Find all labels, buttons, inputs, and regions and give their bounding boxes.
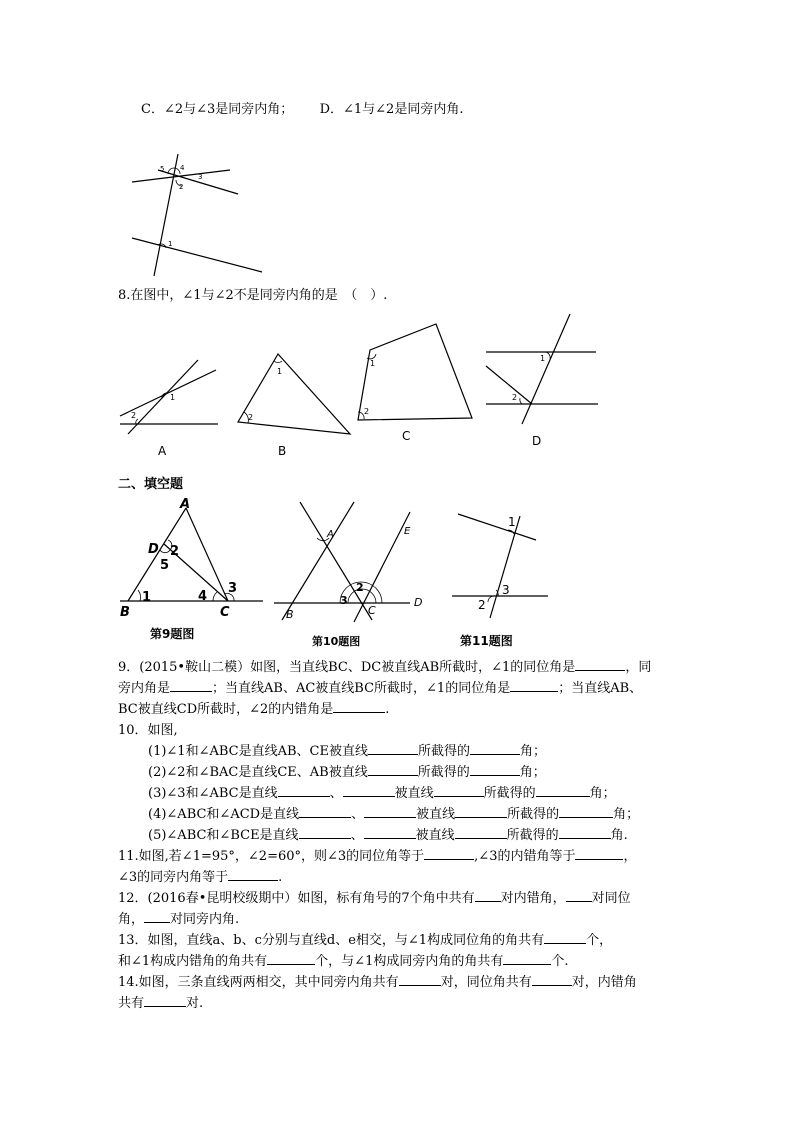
- q9-text: 旁内角是: [118, 681, 171, 696]
- q13-text: 个，: [586, 933, 613, 948]
- q12-blank[interactable]: [566, 889, 592, 902]
- q14-blank[interactable]: [532, 973, 572, 986]
- fig9-label-3: 3: [228, 581, 238, 596]
- fig11-caption: 第11题图: [460, 634, 513, 648]
- q9-blank-3[interactable]: [510, 679, 558, 692]
- figure-8c: [356, 322, 476, 426]
- q10-blank[interactable]: [368, 763, 418, 776]
- q10-blank[interactable]: [364, 805, 416, 818]
- q9-text: ，同: [625, 660, 652, 675]
- fig9-label-5: 5: [160, 558, 170, 573]
- fig9-label-4: 4: [198, 589, 208, 604]
- q10-text: 角.: [610, 828, 628, 843]
- q10-blank[interactable]: [434, 784, 484, 797]
- q10-item-4: [148, 804, 639, 825]
- figure-8d: [484, 312, 602, 424]
- q14-text: 对，同位角共有: [440, 975, 532, 990]
- q10-text: 所截得的: [483, 786, 536, 801]
- q9-blank-4[interactable]: [333, 700, 385, 713]
- q13-blank[interactable]: [503, 952, 551, 965]
- fig9-label-b: B: [120, 605, 130, 620]
- q10-blank[interactable]: [455, 805, 507, 818]
- fig11-label-1: 1: [508, 515, 516, 529]
- q10-text: 、: [329, 786, 343, 801]
- q9-line-3: [118, 699, 389, 720]
- fig7-label-3: 3: [198, 173, 203, 181]
- fig7-label-5: 5: [160, 165, 165, 173]
- q10-blank[interactable]: [364, 826, 416, 839]
- fig9-label-2: 2: [170, 544, 180, 559]
- q10-blank[interactable]: [470, 763, 520, 776]
- q9-text: ；当直线AB、: [558, 681, 643, 696]
- q10-blank[interactable]: [559, 805, 613, 818]
- q9-text: 9．(2015•鞍山二模）如图，当直线BC、DC被直线AB所截时，∠1的同位角是: [118, 660, 576, 675]
- q10-item-1: [148, 741, 546, 762]
- q11-line-2: [118, 867, 282, 888]
- q9-text: BC被直线CD所截时，∠2的内错角是: [118, 702, 334, 717]
- q10-text: 所截得的: [506, 828, 559, 843]
- q9-blank-1[interactable]: [575, 658, 625, 671]
- q10-text: (4)∠ABC和∠ACD是直线: [148, 807, 300, 822]
- figure-10: [272, 500, 432, 622]
- fig10-label-2: 2: [356, 581, 364, 594]
- q10-text: (5)∠ABC和∠BCE是直线: [148, 828, 299, 843]
- q13-blank[interactable]: [267, 952, 315, 965]
- fig8c-label-1: 1: [370, 359, 376, 368]
- q9-blank-2[interactable]: [170, 679, 212, 692]
- q10-item-3: [148, 783, 616, 804]
- q12-text: 角，: [118, 912, 145, 927]
- q13-text: 个，与∠1构成同旁内角的角共有: [315, 954, 504, 969]
- q10-blank[interactable]: [299, 826, 351, 839]
- fig8b-label-1: 1: [277, 367, 283, 376]
- q10-item-5: [148, 825, 628, 846]
- q10-text: (2)∠2和∠BAC是直线CE、AB被直线: [148, 765, 368, 780]
- q10-blank[interactable]: [343, 784, 395, 797]
- q7-options: [141, 99, 463, 120]
- q10-text: 角；: [613, 807, 640, 822]
- q14-line-2: [118, 993, 203, 1014]
- q12-blank[interactable]: [144, 910, 170, 923]
- fig9-label-a: A: [180, 497, 191, 512]
- fig10-label-a: A: [327, 529, 334, 540]
- q8-option-b[interactable]: B: [278, 444, 287, 458]
- q12-blank[interactable]: [475, 889, 501, 902]
- q10-title: 10．如图,: [118, 723, 178, 738]
- fig8d-label-1: 1: [540, 354, 546, 363]
- fig7-label-4: 4: [180, 164, 185, 172]
- q14-blank[interactable]: [399, 973, 441, 986]
- q11-text: ∠3的同旁内角等于: [118, 870, 229, 885]
- fig8b-label-2: 2: [248, 413, 254, 422]
- fig10-caption: 第10题图: [312, 635, 361, 648]
- q11-text: ,∠3的内错角等于: [474, 849, 576, 864]
- q9-line-1: [118, 657, 651, 678]
- fig10-label-c: C: [368, 604, 376, 617]
- q14-text: 对，内错角: [571, 975, 637, 990]
- figure-9: [118, 498, 268, 618]
- fig8a-label-1: 1: [170, 393, 176, 402]
- q10-text: (1)∠1和∠ABC是直线AB、CE被直线: [148, 744, 368, 759]
- fig11-label-2: 2: [478, 598, 486, 612]
- q10-text: 被直线: [415, 828, 455, 843]
- q7-option-c: C．∠2与∠3是同旁内角；: [141, 102, 294, 117]
- q12-line-2: [118, 909, 239, 930]
- q10-text: 角；: [519, 765, 546, 780]
- fig7-label-2: 2: [179, 183, 184, 191]
- q10-text: 角；: [589, 786, 616, 801]
- fig9-label-d: D: [148, 542, 159, 557]
- q12-text: 对同位: [591, 891, 631, 906]
- q13-text: 和∠1构成内错角的角共有: [118, 954, 268, 969]
- fig7-label-1: 1: [168, 240, 173, 248]
- figure-8b: [236, 352, 352, 436]
- fig10-label-e: E: [404, 526, 411, 537]
- fig9-label-1: 1: [142, 590, 152, 605]
- q13-text: 个.: [551, 954, 569, 969]
- q10-blank[interactable]: [455, 826, 507, 839]
- q13-text: 13．如图，直线a、b、c分别与直线d、e相交，与∠1构成同位角的角共有: [118, 933, 545, 948]
- q10-item-2: [148, 762, 546, 783]
- q10-blank[interactable]: [470, 742, 520, 755]
- q10-text: 所截得的: [417, 765, 470, 780]
- q10-text: 、: [350, 828, 364, 843]
- fig8a-label-2: 2: [131, 411, 137, 420]
- q14-text: 14.如图，三条直线两两相交，其中同旁内角共有: [118, 975, 399, 990]
- q11-blank[interactable]: [575, 847, 623, 860]
- fig9-caption: 第9题图: [150, 627, 195, 641]
- q10-blank[interactable]: [536, 784, 590, 797]
- q11-text: .: [278, 870, 283, 885]
- q10-text: 所截得的: [507, 807, 560, 822]
- q7-option-d: D．∠1与∠2是同旁内角.: [319, 102, 464, 117]
- q14-blank[interactable]: [144, 994, 186, 1007]
- fig10-label-3: 3: [340, 594, 348, 607]
- q13-blank[interactable]: [544, 931, 586, 944]
- fig8c-label-2: 2: [364, 407, 370, 416]
- fig10-label-d: D: [414, 596, 423, 609]
- fig10-label-b: B: [286, 608, 294, 621]
- section-title: 二、填空题: [118, 477, 184, 492]
- q14-text: 对.: [186, 996, 204, 1011]
- q14-line-1: [118, 972, 637, 993]
- q11-blank[interactable]: [424, 847, 474, 860]
- q12-line-1: [118, 888, 631, 909]
- q8-option-c[interactable]: C: [402, 429, 411, 443]
- fig8d-label-2: 2: [512, 393, 518, 402]
- q9-text: ；当直线AB、AC被直线BC所截时，∠1的同位角是: [212, 681, 511, 696]
- q10-text: 被直线: [416, 807, 456, 822]
- q10-blank[interactable]: [299, 805, 351, 818]
- q12-text: 对同旁内角.: [170, 912, 240, 927]
- q11-text: 11.如图,若∠1=95°，∠2=60°，则∠3的同位角等于: [118, 849, 425, 864]
- fig9-label-c: C: [220, 605, 230, 620]
- q13-line-2: [118, 951, 568, 972]
- q10-text: 被直线: [394, 786, 434, 801]
- q10-blank[interactable]: [559, 826, 611, 839]
- q10-blank[interactable]: [278, 784, 330, 797]
- q9-text: .: [385, 702, 390, 717]
- q10-text: 、: [351, 807, 365, 822]
- q12-text: 对内错角，: [500, 891, 566, 906]
- q10-blank[interactable]: [368, 742, 418, 755]
- q11-text: ，: [623, 849, 637, 864]
- q13-line-1: [118, 930, 612, 951]
- figure-8a: [118, 358, 228, 434]
- fig11-label-3: 3: [502, 583, 510, 597]
- q8-text: 8.在图中，∠1与∠2不是同旁内角的是 （ ）.: [118, 288, 388, 303]
- q12-text: 12．(2016春•昆明校级期中）如图，标有角号的7个角中共有: [118, 891, 475, 906]
- q8-option-a[interactable]: A: [158, 444, 167, 458]
- q10-text: (3)∠3和∠ABC是直线: [148, 786, 278, 801]
- q14-text: 共有: [118, 996, 145, 1011]
- q11-blank[interactable]: [228, 868, 278, 881]
- figure-11: [450, 512, 550, 620]
- q11-line-1: [118, 846, 636, 867]
- figure-7: [130, 152, 260, 282]
- q10-text: 所截得的: [417, 744, 470, 759]
- q10-text: 角；: [520, 744, 547, 759]
- q8-option-d[interactable]: D: [532, 434, 542, 448]
- q9-line-2: [118, 678, 642, 699]
